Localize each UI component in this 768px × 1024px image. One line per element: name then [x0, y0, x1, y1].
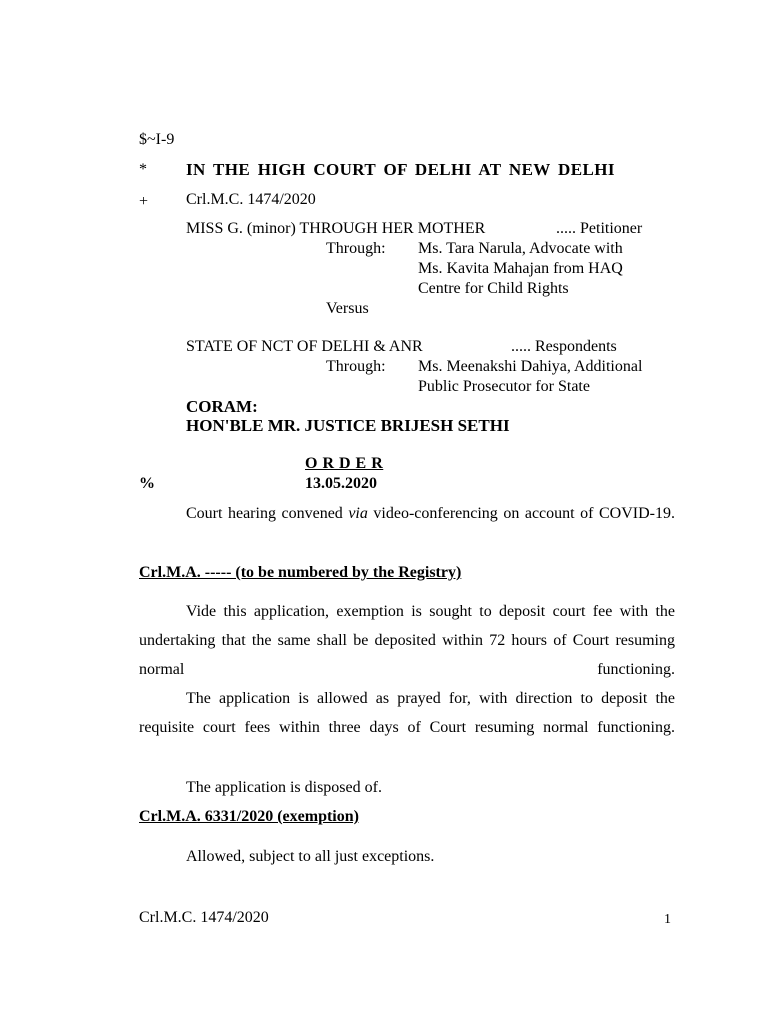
petitioner-name: MISS G. (minor) THROUGH HER MOTHER	[186, 220, 486, 237]
intro-text-before: Court hearing convened	[186, 505, 349, 522]
court-title: IN THE HIGH COURT OF DELHI AT NEW DELHI	[186, 160, 615, 179]
coram-judge: HON'BLE MR. JUSTICE BRIJESH SETHI	[186, 416, 510, 435]
star-mark: *	[139, 161, 147, 178]
versus-label: Versus	[326, 300, 369, 317]
percent-mark: %	[139, 475, 155, 492]
footer-case-number: Crl.M.C. 1474/2020	[139, 909, 269, 926]
respondent-counsel-line-2: Public Prosecutor for State	[418, 378, 590, 395]
respondent-counsel-line-1: Ms. Meenakshi Dahiya, Additional	[418, 358, 643, 375]
application-paragraph-2: The application is allowed as prayed for, with direction to deposit the requisite court fees within three days of Court resuming normal functioning.	[139, 690, 675, 736]
footer-page-number: 1	[664, 912, 671, 927]
section-heading-unnumbered: Crl.M.A. ----- (to be numbered by the Registry)	[139, 564, 462, 581]
through-label-petitioner: Through:	[326, 240, 386, 257]
order-date: 13.05.2020	[305, 475, 377, 492]
petitioner-counsel-line-1: Ms. Tara Narula, Advocate with	[418, 240, 623, 257]
through-label-respondent: Through:	[326, 358, 386, 375]
listing-code: $~I-9	[139, 131, 175, 148]
respondent-role: ..... Respondents	[511, 338, 617, 355]
order-title: O R D E R	[305, 455, 384, 472]
exemption-paragraph: Allowed, subject to all just exceptions.	[186, 848, 435, 865]
section-heading-exemption: Crl.M.A. 6331/2020 (exemption)	[139, 808, 359, 825]
petitioner-counsel-line-3: Centre for Child Rights	[418, 280, 569, 297]
respondent-name: STATE OF NCT OF DELHI & ANR	[186, 338, 423, 355]
order-intro-paragraph	[139, 499, 675, 557]
coram-label: CORAM:	[186, 397, 258, 416]
application-paragraph-3: The application is disposed of.	[186, 779, 382, 796]
application-paragraph-1: Vide this application, exemption is sought to deposit court fee with the undertaking that the same shall be deposited within 72 hours of Court resuming normal functioning.	[139, 603, 675, 678]
intro-text-after: video-conferencing on account of COVID-19.	[367, 505, 675, 522]
petitioner-role: ..... Petitioner	[556, 220, 643, 237]
intro-text-via: via	[348, 505, 368, 522]
petitioner-counsel-line-2: Ms. Kavita Mahajan from HAQ	[418, 260, 623, 277]
plus-mark: +	[139, 193, 149, 210]
case-number: Crl.M.C. 1474/2020	[186, 191, 316, 208]
